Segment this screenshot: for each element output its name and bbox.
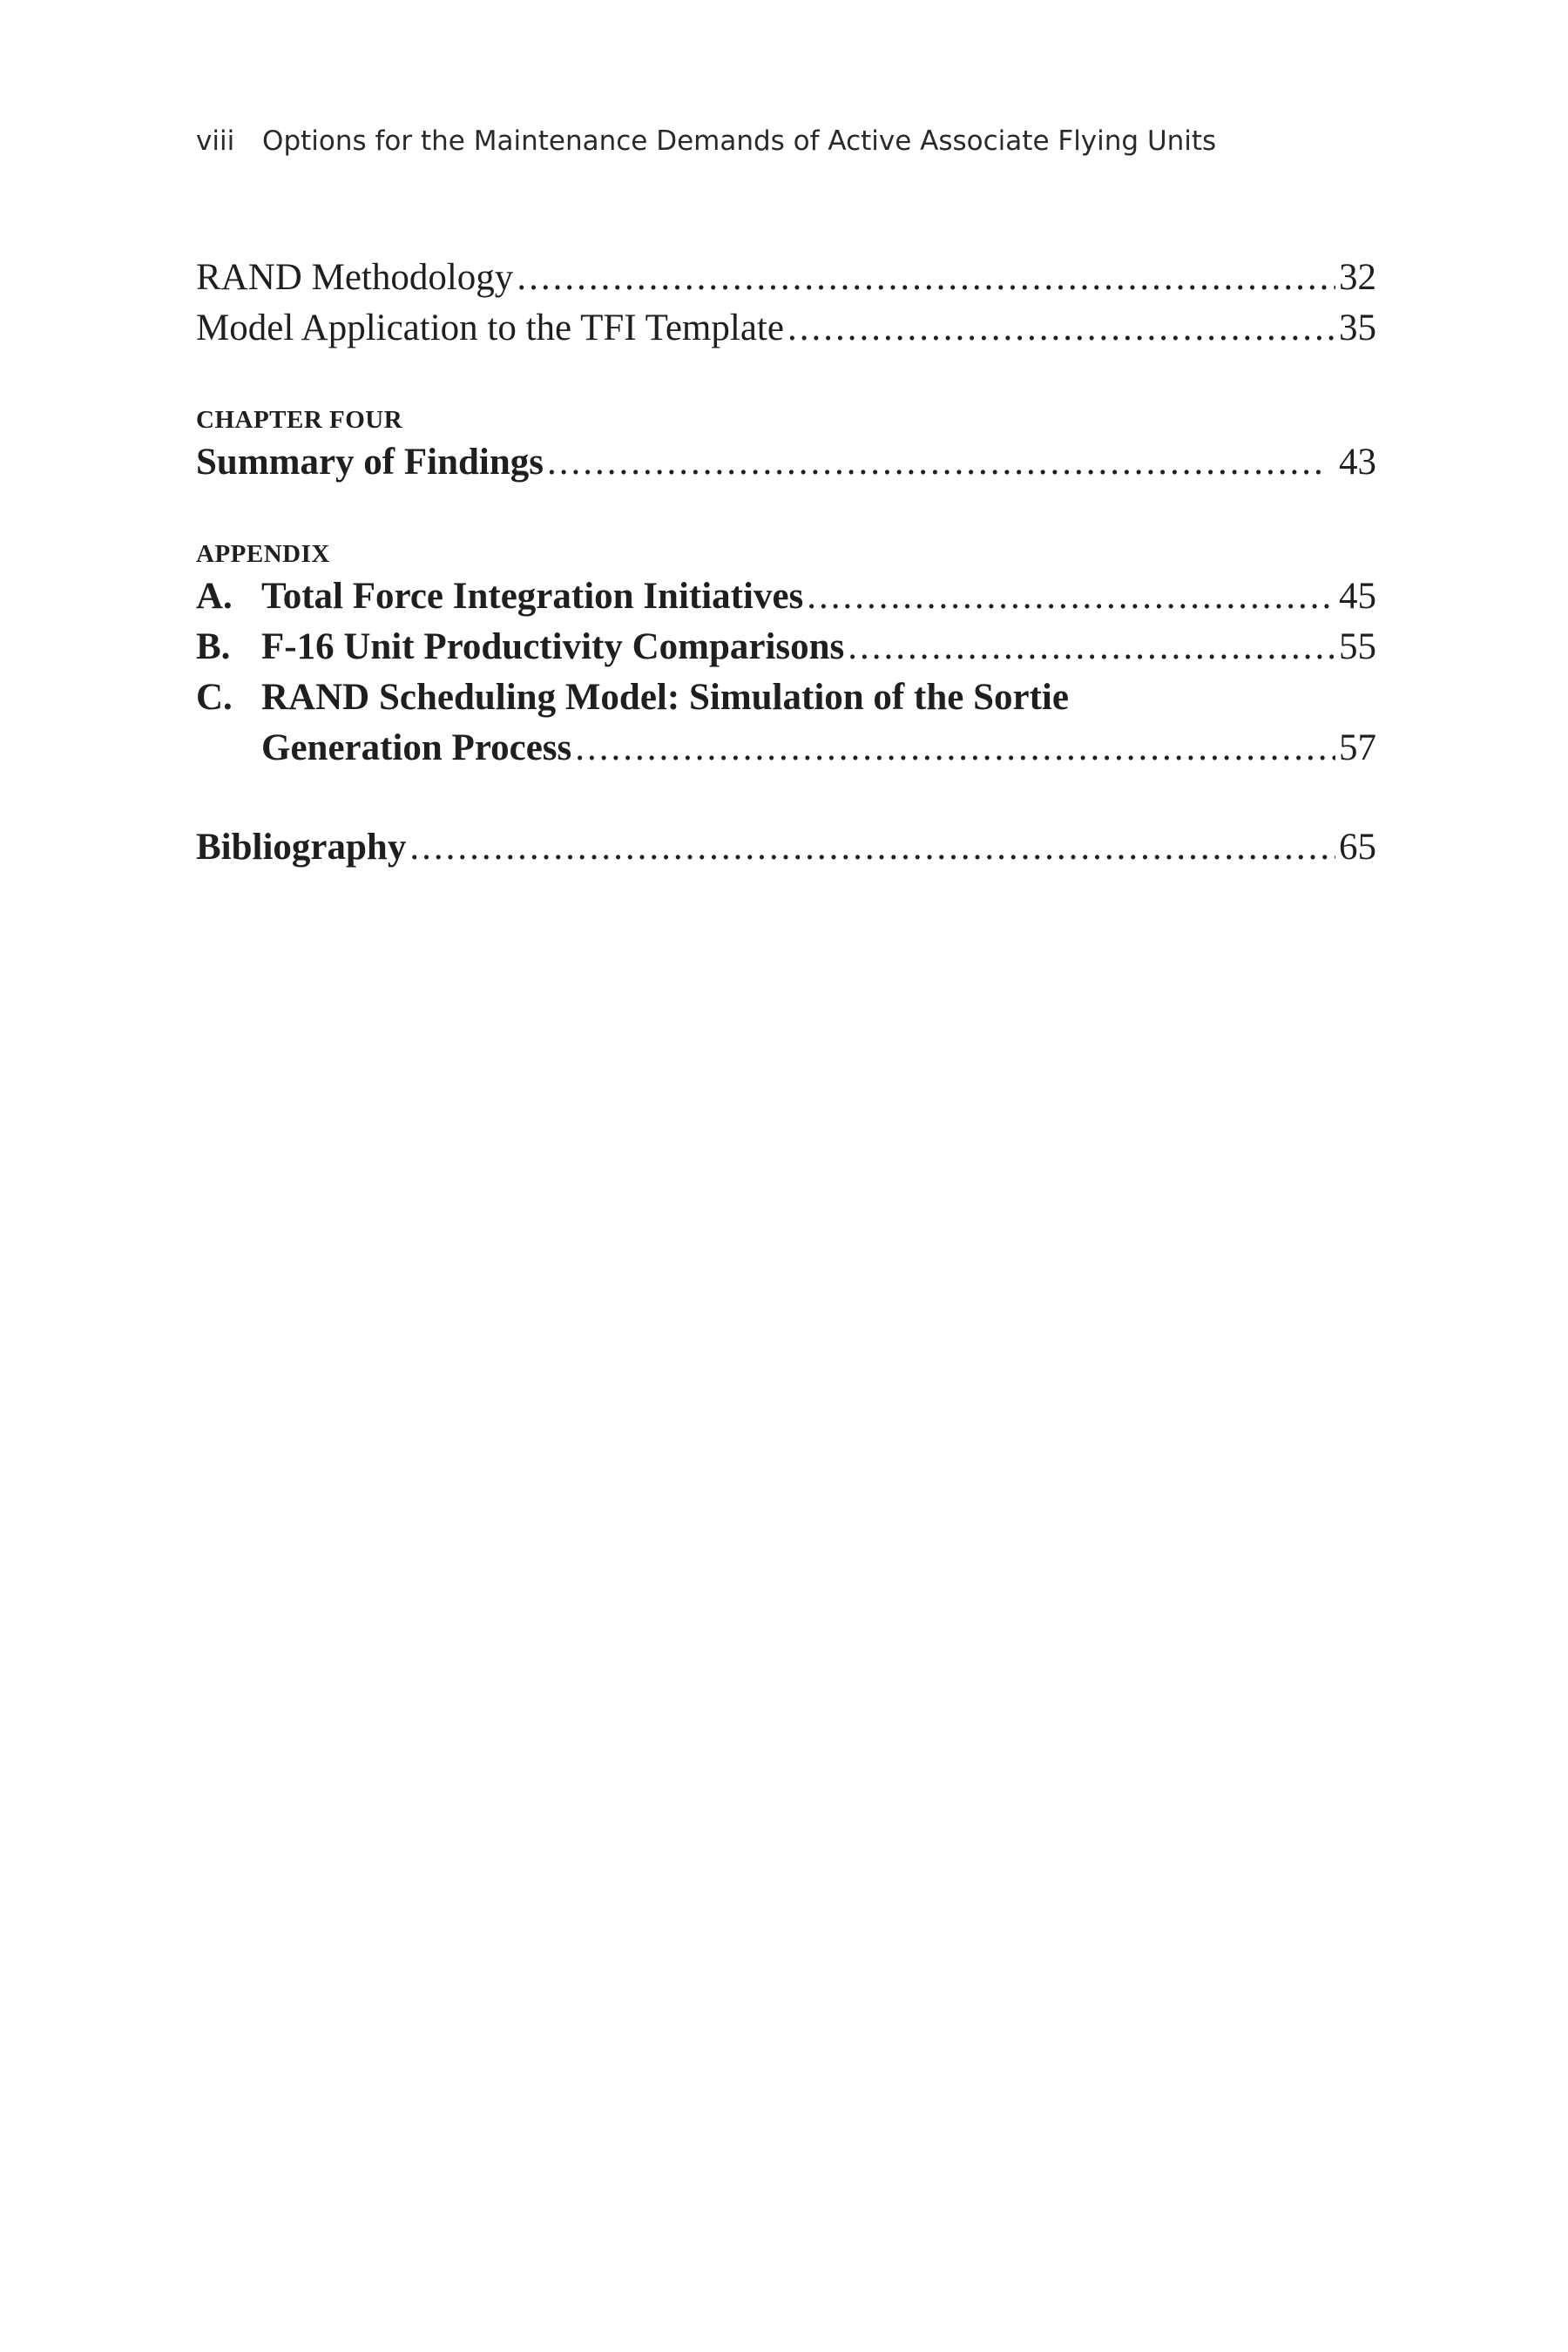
appendix-letter: B. — [196, 626, 231, 667]
toc-entry-appendix-c-line1[interactable] — [196, 672, 1376, 723]
toc-entry-rand-methodology[interactable] — [196, 253, 1376, 303]
dot-leader — [517, 253, 1335, 303]
appendix-letter: C. — [196, 677, 233, 718]
toc-entry-label — [196, 571, 803, 622]
toc-entry-page: 32 — [1339, 257, 1376, 298]
toc-entry-label: RAND Methodology — [196, 257, 514, 298]
toc-entry-label: Model Application to the TFI Template — [196, 308, 784, 348]
dot-leader — [575, 723, 1335, 774]
toc-entry-appendix-c-line2[interactable] — [196, 723, 1376, 774]
running-head-title: Options for the Maintenance Demands of Active Associate Flying Units — [262, 125, 1217, 157]
appendix-title: F-16 Unit Productivity Comparisons — [261, 626, 845, 667]
toc-entry-page: 57 — [1339, 727, 1376, 768]
dot-leader — [848, 622, 1335, 672]
appendix-title: RAND Scheduling Model: Simulation of the Sortie — [261, 677, 1069, 718]
toc-entry-bibliography[interactable] — [196, 822, 1376, 873]
running-head — [196, 125, 1216, 157]
toc-entry-appendix-b[interactable] — [196, 622, 1376, 672]
document-page — [196, 0, 1376, 2352]
toc-entry-page: 45 — [1339, 576, 1376, 617]
toc-entry-page: 55 — [1339, 626, 1376, 667]
appendix-heading: APPENDIX — [196, 540, 330, 568]
dot-leader — [787, 303, 1335, 354]
toc-entry-page: 35 — [1339, 308, 1376, 348]
toc-entry-page: 43 — [1339, 442, 1376, 483]
toc-entry-label: Summary of Findings — [196, 442, 544, 483]
dot-leader — [547, 437, 1323, 488]
toc-entry-appendix-a[interactable] — [196, 571, 1376, 622]
chapter-heading: CHAPTER FOUR — [196, 406, 403, 434]
page-folio: viii — [196, 125, 235, 157]
appendix-letter: A. — [196, 576, 233, 617]
appendix-title-continued: Generation Process — [261, 727, 572, 768]
dot-leader — [807, 571, 1335, 622]
table-of-contents — [196, 253, 1376, 873]
toc-entry-label: Bibliography — [196, 827, 407, 868]
toc-entry-summary-of-findings[interactable] — [196, 437, 1376, 488]
toc-entry-model-application[interactable] — [196, 303, 1376, 354]
appendix-title: Total Force Integration Initiatives — [261, 576, 804, 617]
dot-leader — [409, 822, 1335, 873]
toc-entry-label — [196, 622, 844, 672]
toc-entry-page: 65 — [1339, 827, 1376, 868]
